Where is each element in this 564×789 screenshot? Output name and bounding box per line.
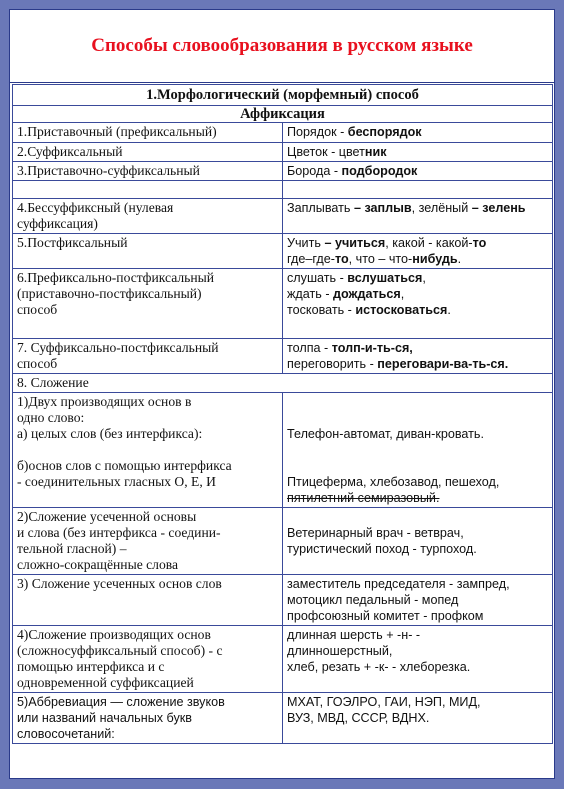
method-line: а) целых слов (без интерфикса): (17, 426, 203, 441)
example-bold: – зелень (471, 201, 526, 215)
example-text: хлеб, резать + -к- - хлеборезка. (287, 660, 471, 674)
example-text: Цветок - цвет (287, 145, 365, 159)
example-text: тосковать - (287, 303, 356, 317)
example-bold: то (334, 252, 349, 266)
example-bold: ник (364, 145, 387, 159)
method-cell (13, 693, 283, 744)
example-text: слушать - (287, 271, 348, 285)
table-row (13, 508, 553, 575)
example-text: Телефон-автомат, диван-кровать. (287, 427, 484, 441)
method-line: 2)Сложение усеченной основы (17, 509, 197, 524)
method-cell: 2.Суффиксальный (13, 143, 283, 162)
method-line: способ (17, 302, 58, 317)
method-line: одно слово: (17, 410, 85, 425)
example-cell (283, 123, 553, 143)
method-line: или названий начальных букв (17, 711, 192, 725)
table-row (13, 85, 553, 106)
example-text: . (457, 252, 462, 266)
example-cell (283, 693, 553, 744)
example-bold: толп-и-ть-ся, (331, 341, 413, 355)
method-line: - соединительных гласных О, Е, И (17, 474, 216, 489)
method-line: словосочетаний: (17, 727, 115, 741)
method-cell (13, 393, 283, 508)
page-title: Способы словообразования в русском языке (10, 10, 554, 83)
example-text: , (422, 271, 426, 285)
example-bold: переговари-ва-ть-ся. (377, 357, 509, 371)
method-line: 1)Двух производящих основ в (17, 394, 192, 409)
example-text: , что – что- (348, 252, 413, 266)
table-row (13, 374, 553, 393)
method-cell: 3) Сложение усеченных основ слов (13, 575, 283, 626)
example-cell (283, 199, 553, 234)
example-text: переговорить - (287, 357, 378, 371)
method-line: одновременной суффиксацией (17, 675, 194, 690)
example-bold: нибудь (412, 252, 458, 266)
example-cell (283, 508, 553, 575)
example-bold: беспорядок (347, 125, 422, 139)
example-bold: вслушаться (347, 271, 423, 285)
example-text: где–где- (287, 252, 335, 266)
method-cell (13, 626, 283, 693)
method-cell (13, 199, 283, 234)
example-text: ВУЗ, МВД, СССР, ВДНХ. (287, 711, 430, 725)
example-text: Порядок - (287, 125, 348, 139)
table-row (13, 162, 553, 181)
method-line: (приставочно-постфиксальный) (17, 286, 202, 301)
example-bold: подбородок (341, 164, 418, 178)
word-formation-table (12, 84, 553, 744)
document-sheet (9, 9, 555, 779)
example-text: , зелёный (411, 201, 472, 215)
table-row (13, 199, 553, 234)
example-cell (283, 339, 553, 374)
example-text: , (400, 287, 405, 301)
method-cell (13, 339, 283, 374)
example-text: Борода - (287, 164, 342, 178)
example-text: толпа - (287, 341, 332, 355)
table-row (13, 693, 553, 744)
table-row (13, 123, 553, 143)
example-cell (283, 626, 553, 693)
method-line: способ (17, 356, 58, 371)
table-row (13, 393, 553, 508)
example-bold: истосковаться (355, 303, 448, 317)
table-row (13, 234, 553, 269)
example-text: МХАТ, ГОЭЛРО, ГАИ, НЭП, МИД, (287, 695, 481, 709)
table-row (13, 339, 553, 374)
table-row-empty (13, 181, 553, 199)
method-line: 4)Сложение производящих основ (17, 627, 211, 642)
method-line: сложно-сокращённые слова (17, 557, 179, 572)
example-bold: дождаться (333, 287, 401, 301)
example-bold: – учиться (324, 236, 386, 250)
table-row (13, 106, 553, 123)
method-cell (13, 269, 283, 339)
empty-cell (283, 181, 553, 199)
method-cell: 5.Постфиксальный (13, 234, 283, 269)
example-text: туристический поход - турпоход. (287, 542, 477, 556)
method-cell: 1.Приставочный (префиксальный) (13, 123, 283, 143)
example-text: мотоцикл педальный - мопед (287, 593, 459, 607)
example-text: профсоюзный комитет - профком (287, 609, 484, 623)
section-heading: 1.Морфологический (морфемный) способ (13, 85, 553, 106)
example-cell (283, 575, 553, 626)
table-row (13, 626, 553, 693)
method-line: и слова (без интерфикса - соедини- (17, 525, 221, 540)
example-text: . (447, 303, 451, 317)
example-cell (283, 269, 553, 339)
method-cell (13, 508, 283, 575)
example-cell (283, 234, 553, 269)
example-text: заместитель председателя - зампред, (287, 577, 510, 591)
example-text: длинношерстный, (287, 644, 393, 658)
example-bold: – заплыв (353, 201, 412, 215)
table-row (13, 575, 553, 626)
example-bold: то (472, 236, 487, 250)
example-text: Заплывать (287, 201, 354, 215)
affix-heading: Аффиксация (13, 106, 553, 123)
table-row (13, 143, 553, 162)
method-line: помощью интерфикса и с (17, 659, 165, 674)
method-line: 5)Аббревиация — сложение звуков (17, 695, 225, 709)
method-line: 7. Суффиксально-постфиксальный (17, 340, 219, 355)
example-text: пятилетний семиразовый. (287, 491, 440, 505)
example-cell (283, 393, 553, 508)
table-row (13, 269, 553, 339)
method-cell: 3.Приставочно-суффиксальный (13, 162, 283, 181)
method-line: суффиксация) (17, 216, 98, 231)
method-line: тельной гласной) – (17, 541, 127, 556)
example-text: Ветеринарный врач - ветврач, (287, 526, 464, 540)
method-line: 6.Префиксально-постфиксальный (17, 270, 215, 285)
empty-cell (13, 181, 283, 199)
method-line: (сложносуффиксальный способ) - с (17, 643, 223, 658)
example-text: Птицеферма, хлебозавод, пешеход, (287, 475, 500, 489)
example-text: , какой - какой- (385, 236, 473, 250)
example-text: Учить (287, 236, 325, 250)
method-line: б)основ слов с помощью интерфикса (17, 458, 232, 473)
compounding-heading: 8. Сложение (13, 374, 553, 393)
method-line: 4.Бессуффиксный (нулевая (17, 200, 174, 215)
example-text: ждать - (287, 287, 334, 301)
example-cell (283, 162, 553, 181)
example-cell (283, 143, 553, 162)
example-text: длинная шерсть + -н- - (287, 628, 421, 642)
